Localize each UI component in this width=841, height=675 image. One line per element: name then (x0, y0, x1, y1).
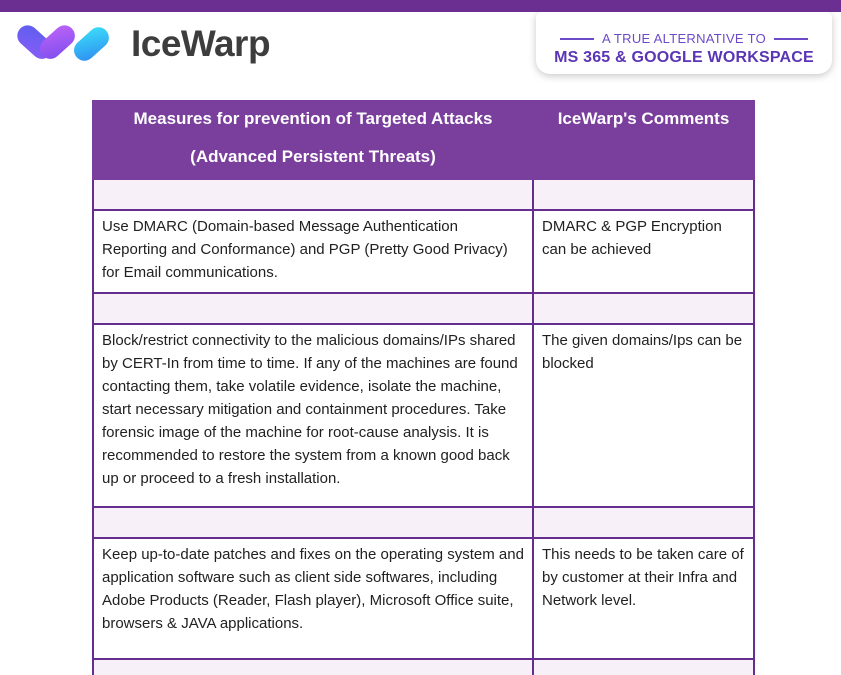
measure-cell: Use DMARC (Domain-based Message Authentication Reporting and Conformance) and PGP (Pretty Good Privacy) for Email communications. (93, 210, 533, 293)
comment-cell: This needs to be taken care of by customer at their Infra and Network level. (533, 538, 754, 659)
masthead (0, 12, 841, 100)
comment-cell: DMARC & PGP Encryption can be achieved (533, 210, 754, 293)
comment-cell: The given domains/Ips can be blocked (533, 324, 754, 507)
spacer-row (93, 179, 754, 210)
icewarp-logo (13, 22, 270, 66)
col-header-measures-line2: (Advanced Persistent Threats) (190, 147, 436, 166)
spacer-row (93, 507, 754, 538)
spacer-cell (93, 507, 533, 538)
badge-tagline-text: A TRUE ALTERNATIVE TO (601, 31, 767, 46)
table-row (93, 210, 754, 293)
alternative-badge (536, 12, 832, 74)
icewarp-wings-icon (13, 22, 117, 66)
decorative-dash-left (560, 38, 594, 40)
brand-name: IceWarp (131, 23, 271, 64)
spacer-cell (93, 179, 533, 210)
col-header-measures (93, 101, 533, 179)
spacer-cell (93, 659, 533, 675)
table-row (93, 538, 754, 659)
comparison-table (92, 100, 755, 675)
col-header-comments (533, 101, 754, 179)
spacer-row (93, 659, 754, 675)
comparison-table-container (92, 100, 753, 675)
table-header-row (93, 101, 754, 179)
table-row (93, 324, 754, 507)
spacer-row (93, 293, 754, 324)
col-header-comments-text: IceWarp's Comments (557, 109, 730, 128)
decorative-dash-right (774, 38, 808, 40)
spacer-cell (533, 179, 754, 210)
badge-products-text: MS 365 & GOOGLE WORKSPACE (554, 49, 814, 66)
spacer-cell (533, 293, 754, 324)
spacer-cell (533, 507, 754, 538)
spacer-cell (533, 659, 754, 675)
top-accent-bar (0, 0, 841, 12)
measure-cell: Block/restrict connectivity to the malicious domains/IPs shared by CERT-In from time to time. If any of the machines are found contacting them, take volatile evidence, isolate the machine, start necessary mitigation and containment procedures. Take forensic image of the machine for root-cause analysis. It is recommended to restore the system from a known good back up or proceed to a fresh installation. (93, 324, 533, 507)
measure-cell: Keep up-to-date patches and fixes on the operating system and application software such as client side softwares, including Adobe Products (Reader, Flash player), Microsoft Office suite, browsers & JAVA applications. (93, 538, 533, 659)
spacer-cell (93, 293, 533, 324)
badge-tagline (560, 31, 808, 46)
col-header-measures-line1: Measures for prevention of Targeted Attacks (133, 109, 493, 128)
